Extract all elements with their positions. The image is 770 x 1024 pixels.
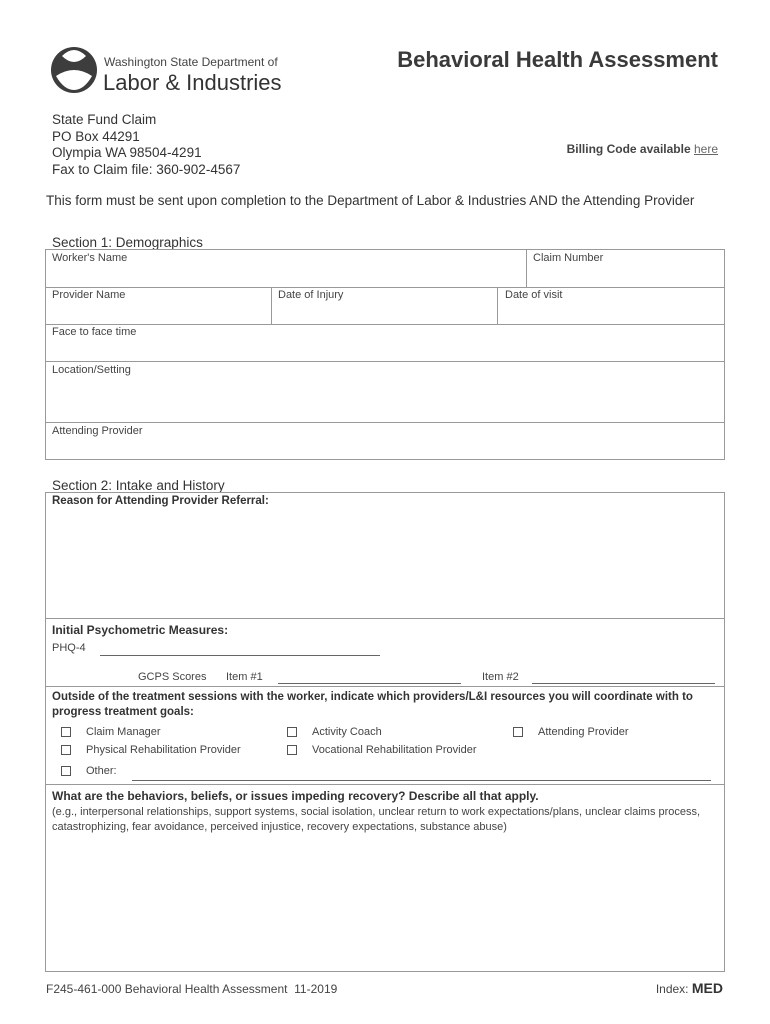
submission-notice: This form must be sent upon completion to the Department of Labor & Industries AND the Attending Provider xyxy=(46,193,695,208)
index-value: MED xyxy=(691,980,723,996)
vocational-rehab-checkbox[interactable] xyxy=(287,745,297,755)
index-label: Index: xyxy=(655,982,689,996)
section1-heading: Section 1: Demographics xyxy=(52,235,203,250)
other-label: Other: xyxy=(86,765,117,777)
item2-input[interactable] xyxy=(532,683,715,684)
date-of-visit-field[interactable]: Date of visit xyxy=(505,289,563,301)
behaviors-examples: (e.g., interpersonal relationships, support systems, social isolation, unclear return to work expectations/plans, unclear claims process, catastrophizing, fear avoidance, perceived injustice, recovery expectations, substance abuse) xyxy=(52,806,701,833)
logo-agency-line: Washington State Department of xyxy=(104,55,278,69)
logo-agency-name: Labor & Industries xyxy=(103,70,282,95)
page-title: Behavioral Health Assessment xyxy=(397,47,718,72)
lni-logo xyxy=(50,46,98,94)
behaviors-question: What are the behaviors, beliefs, or issues impeding recovery? Describe all that apply. xyxy=(52,789,539,803)
physical-rehab-label: Physical Rehabilitation Provider xyxy=(86,744,241,756)
psychometric-heading: Initial Psychometric Measures: xyxy=(52,623,229,637)
claim-manager-label: Claim Manager xyxy=(86,726,161,738)
activity-coach-checkbox[interactable] xyxy=(287,727,297,737)
attending-provider-checkbox[interactable] xyxy=(513,727,523,737)
billing-code-text: Billing Code available xyxy=(566,142,691,156)
date-of-injury-field[interactable]: Date of Injury xyxy=(278,289,344,301)
lni-logo-icon xyxy=(50,46,98,94)
behaviors-answer-area[interactable] xyxy=(46,840,724,971)
face-time-field[interactable]: Face to face time xyxy=(52,326,137,338)
referral-reason-field[interactable]: Reason for Attending Provider Referral: xyxy=(52,495,269,507)
address-line: Olympia WA 98504-4291 xyxy=(52,145,202,160)
claim-number-field[interactable]: Claim Number xyxy=(533,252,604,264)
attending-provider-field[interactable]: Attending Provider xyxy=(52,425,143,437)
phq4-input[interactable] xyxy=(100,655,380,656)
attending-provider-label: Attending Provider xyxy=(538,726,629,738)
demographics-table xyxy=(45,249,725,460)
physical-rehab-checkbox[interactable] xyxy=(61,745,71,755)
other-input[interactable] xyxy=(132,780,711,781)
address-line: State Fund Claim xyxy=(52,112,157,127)
workers-name-field[interactable]: Worker's Name xyxy=(52,252,128,264)
other-checkbox[interactable] xyxy=(61,766,71,776)
provider-name-field[interactable]: Provider Name xyxy=(52,289,126,301)
location-field[interactable]: Location/Setting xyxy=(52,364,131,376)
item1-input[interactable] xyxy=(278,683,461,684)
address-line: PO Box 44291 xyxy=(52,128,140,144)
item2-label: Item #2 xyxy=(482,671,519,683)
activity-coach-label: Activity Coach xyxy=(312,726,382,738)
item1-label: Item #1 xyxy=(226,671,263,683)
mailing-address xyxy=(52,112,240,178)
vocational-rehab-label: Vocational Rehabilitation Provider xyxy=(312,744,477,756)
address-line: Fax to Claim file: 360-902-4567 xyxy=(52,161,241,177)
coordinate-question: Outside of the treatment sessions with the worker, indicate which providers/L&I resources you will coordinate with to progress treatment goals: xyxy=(52,691,693,718)
section2-heading: Section 2: Intake and History xyxy=(52,478,225,493)
billing-code-note xyxy=(567,142,718,156)
form-number: F245-461-000 Behavioral Health Assessment 11-2019 xyxy=(46,982,338,996)
phq4-label: PHQ-4 xyxy=(52,642,86,654)
index-code xyxy=(656,980,723,996)
billing-code-link[interactable]: here xyxy=(693,142,718,156)
gcps-label: GCPS Scores xyxy=(138,671,207,683)
claim-manager-checkbox[interactable] xyxy=(61,727,71,737)
